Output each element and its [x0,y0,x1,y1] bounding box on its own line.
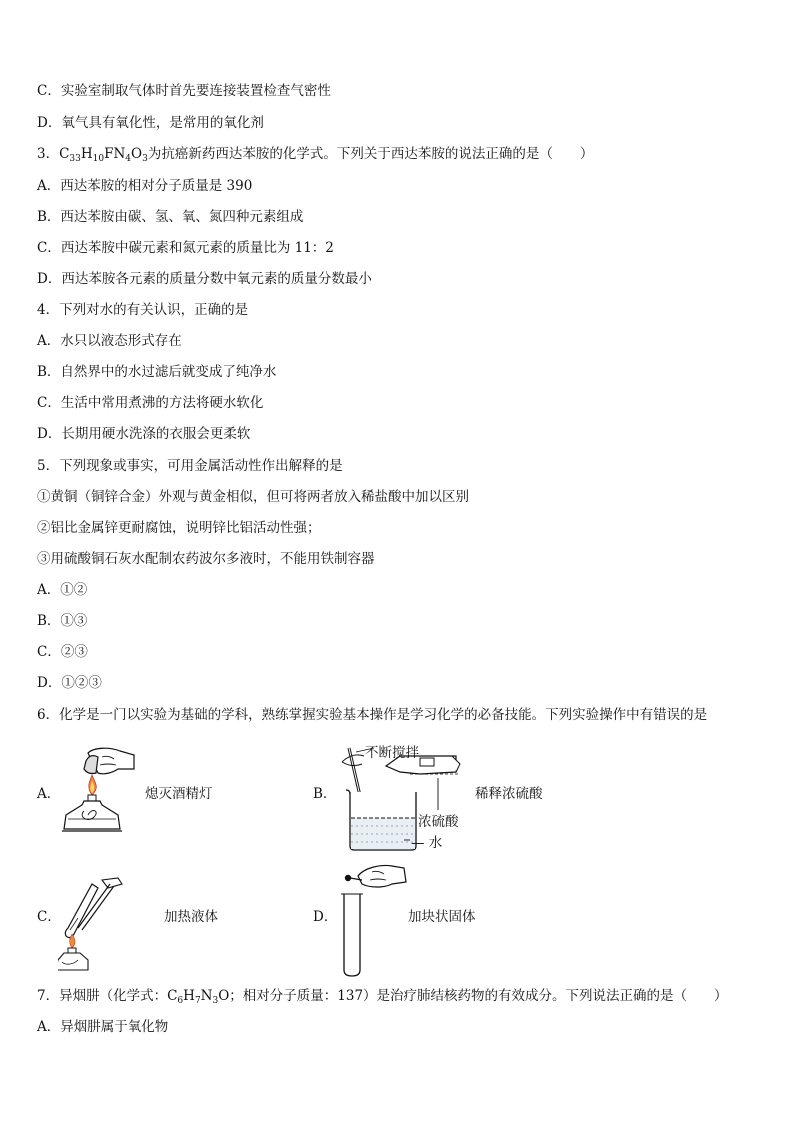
heating-liquid-figure [58,874,138,974]
option-line: D．氧气具有氧化性，是常用的氧化剂 [37,115,264,131]
option-line: C．实验室制取气体时首先要连接装置检查气密性 [37,83,331,99]
option-a-caption: 熄灭酒精灯 [145,786,213,802]
option-a-label: A． [37,786,61,802]
option-line: D．长期用硬水洗涤的衣服会更柔软 [37,426,251,442]
statement-line: ②铝比金属锌更耐腐蚀，说明锌比铝活动性强； [37,520,321,536]
dilute-acid-label: 稀释浓硫酸 [475,786,543,802]
concentrated-acid-label: 浓硫酸 [418,814,459,830]
question-6-stem: 6．化学是一门以实验为基础的学科，熟练掌握实验基本操作是学习化学的必备技能。下列实验操作中有错误的是 [37,707,708,723]
option-line: B．西达苯胺由碳、氢、氧、氮四种元素组成 [37,209,304,225]
question-5-stem: 5．下列现象或事实，可用金属活动性作出解释的是 [37,458,343,474]
option-line: B．自然界中的水过滤后就变成了纯净水 [37,364,277,380]
option-line: B．①③ [37,613,88,629]
option-b-label: B． [313,786,337,802]
option-line: C．西达苯胺中碳元素和氮元素的质量比为 11：2 [37,240,334,256]
option-c-caption: 加热液体 [164,909,218,925]
option-d-label: D． [313,909,338,925]
question-4-stem: 4．下列对水的有关认识，正确的是 [37,302,249,318]
question-3-stem: 3．$C_{33}H_{10}FN_4O_3$为抗癌新药西达苯胺的化学式。下列关于西达苯胺的说法正确的是（ ） [37,146,594,164]
statement-line: ①黄铜（铜锌合金）外观与黄金相似，但可将两者放入稀盐酸中加以区别 [37,489,469,505]
stir-label: 不断搅拌 [365,745,419,761]
option-line: A．异烟肼属于氧化物 [37,1019,169,1035]
option-line: A．水只以液态形式存在 [37,333,182,349]
option-line: C．②③ [37,644,88,660]
option-line: A．①② [37,582,88,598]
add-solid-figure [336,858,408,978]
alcohol-lamp-cap-figure [58,745,136,837]
statement-line: ③用硫酸铜石灰水配制农药波尔多液时，不能用铁制容器 [37,551,375,567]
water-label: — 水 [411,835,443,851]
option-d-caption: 加块状固体 [408,909,476,925]
question-7-stem: 7．异烟肼（化学式：$C_6H_7N_3O$；相对分子质量：137）是治疗肺结核药物的有效成分。下列说法正确的是（ ） [37,988,728,1006]
option-line: C．生活中常用煮沸的方法将硬水软化 [37,395,264,411]
option-line: D．西达苯胺各元素的质量分数中氧元素的质量分数最小 [37,271,372,287]
option-line: A．西达苯胺的相对分子质量是 390 [37,178,253,194]
option-line: D．①②③ [37,675,102,691]
option-c-label: C． [37,909,61,925]
